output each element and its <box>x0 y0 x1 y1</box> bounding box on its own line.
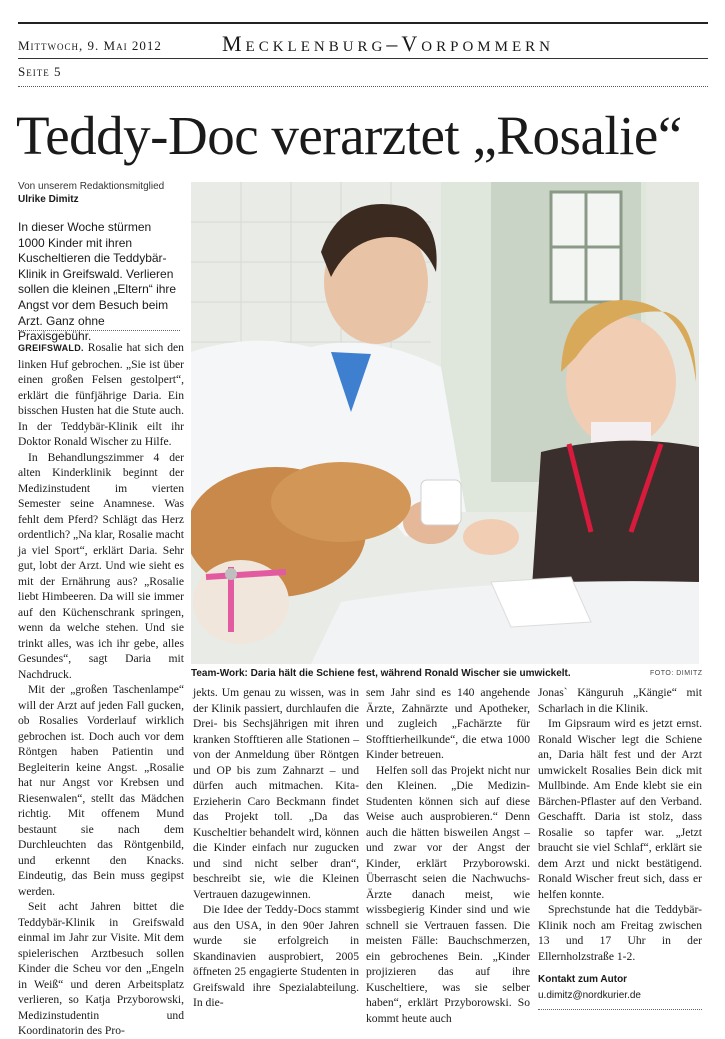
paragraph: In Behandlungszimmer 4 der alten Kinderklinik beginnt der Medizinstudent im vierten Semester seine Anamnese. Was fehlt dem Pferd? Schlägt das Herz ordentlich? „Na klar, Rosalie macht ja viel Sport“, erklärt Daria. Sehr gut, lobt der Arzt. Und wie sieht es mit der Ernährung aus? „Rosalie liebt Himbeeren. Da will sie immer auf den Küchenschrank springen, wenn da welche stehen. Und sie trinkt alles, was ich ihr gebe, alles Gesundes“, sagt Daria mit Nachdruck. <box>18 450 184 681</box>
article-column-4 <box>538 685 702 1010</box>
photo-credit: FOTO: DIMITZ <box>650 670 703 677</box>
lead-paragraph: In dieser Woche stürmen 1000 Kinder mit ihren Kuscheltieren die Teddybär-Klinik in Greifswald. Verlieren sollen die kleinen „Eltern“ ihre Angst vor dem Besuch beim Arzt. Ganz ohne Praxisgebühr. <box>18 220 177 344</box>
section-title: Mecklenburg–Vorpommern <box>222 31 554 56</box>
dateline: GREIFSWALD. <box>18 343 84 353</box>
masthead-rule <box>18 58 708 59</box>
paragraph: Seit acht Jahren bittet die Teddybär-Klinik in Greifswald einmal im Jahr zur Visite. Mit dem spielerischen Arztbesuch sollen Kinder die Scheu vor den „Engeln in Weiß“ und deren Arbeitsplatz verlieren, so Katja Przyborowski, Medizinstudentin und Koordinatorin des Pro- <box>18 900 184 1037</box>
photo-caption: Team-Work: Daria hält die Schiene fest, während Ronald Wischer sie umwickelt. <box>191 668 571 679</box>
paragraph: Die Idee der Teddy-Docs stammt aus den USA, in den 90er Jahren wurde sie erfolgreich in Skandinavien ausprobiert, 2005 öffneten 25 engagierte Studenten in Greifswald ihre Spezialabteilung. In die- <box>193 903 359 1009</box>
paragraph: Sprechstunde hat die Teddybär-Klinik noch am Freitag zwischen 13 und 17 Uhr in der Ellernholzstraße 1-2. <box>538 903 702 963</box>
article-photo <box>191 182 699 664</box>
lead-rule <box>18 330 180 331</box>
paragraph: Helfen soll das Projekt nicht nur den Kleinen. „Die Medizin-Studenten können sich auf diese Weise auch ausprobieren.“ Denn auch die hätten bisweilen Angst – und zwar vor der Angst der Kinder, erklärt Przyborowski. Überrascht seien die Nachwuchs-Ärzte danach meist, wie wissbegierig Kinder sind und wie schnell sie Vertrauen fassen. Die meisten Fälle: Bauchschmerzen, ein gebrochenes Bein. „Kinder projizieren das auf ihre Kuscheltiere, was sie selber haben“, erklärt Przyborowski. So kommt heute auch <box>366 763 530 1025</box>
article-column-2 <box>193 685 359 1011</box>
paragraph: Rosalie hat sich den linken Huf gebrochen. „Sie ist über einen großen Felsen gestolpert“, erklärt die fünfjährige Daria. Ein bisschen Husten hat die Stute auch. In der Teddybär-Klinik eilt ihr Doktor Ronald Wischer zu Hilfe. <box>18 341 184 448</box>
headline: Teddy-Doc verarztet „Rosalie“ <box>16 105 682 166</box>
byline-author: Ulrike Dimitz <box>18 194 79 205</box>
article-column-1 <box>18 340 184 1039</box>
top-rule <box>18 22 708 24</box>
paragraph: jekts. Um genau zu wissen, was in der Klinik passiert, durchlaufen die Drei- bis Sechsjährigen mit ihren kranken Stofftieren alle Stationen – von der Anmeldung über Röntgen und OP bis zum Zahnarzt – und dürfen auch mitmachen. Kita-Erzieherin Caro Beckmann findet das Projekt toll. „Da das Kuscheltier behandelt wird, können die Kinder einfach nur zugucken und sind nicht selber dran“, beschreibt sie, wie die Kleinen Vertrauen dazugewinnen. <box>193 686 359 901</box>
contact-label: Kontakt zum Autor <box>538 974 628 985</box>
photo-illustration <box>191 182 699 664</box>
contact-rule <box>538 1009 702 1010</box>
masthead-dotted-rule <box>18 86 708 87</box>
byline-prefix: Von unserem Redaktionsmitglied <box>18 181 165 192</box>
paragraph: Mit der „großen Taschenlampe“ will der Arzt auf jeden Fall gucken, ob Rosalies Vorderlauf wirklich gebrochen ist. Doch auch vor dem Röntgen haben Patientin und Begleiterin keine Angst. „Rosalie hat nur Angst vor Krebsen und Riesenwalen“, stellt das Mädchen richtig. Mit offenem Mund bestaunt sie nach dem Durchleuchten das Röntgenbild, und erkennt den Knacks. Eindeutig, das Bein muss gegipst werden. <box>18 683 184 898</box>
page-number: Seite 5 <box>18 64 62 79</box>
article-column-3 <box>366 685 530 1026</box>
paragraph: sem Jahr sind es 140 angehende Ärzte, Zahnärzte und Apotheker, und zugleich „Fachärzte für Stofftierheilkunde“, die etwa 1000 Kinder betreuen. <box>366 686 530 761</box>
contact-email-link[interactable]: u.dimitz@nordkurier.de <box>538 989 641 1001</box>
issue-date: Mittwoch, 9. Mai 2012 <box>18 38 162 53</box>
paragraph: Jonas` Känguruh „Kängie“ mit Scharlach in die Klinik. <box>538 686 702 715</box>
paragraph: Im Gipsraum wird es jetzt ernst. Ronald Wischer legt die Schiene an, Daria hält fest und der Arzt umwickelt Rosalies Bein dick mit Mullbinde. Am Ende klebt sie ein Bärchen-Pflaster auf den Verband. Geschafft. Daria ist stolz, dass Rosalie so tapfer war. „Jetzt braucht sie viel Schlaf“, erklärt sie dem Arzt und nickt bestätigend. Ronald Wischer freut sich, dass er helfen konnte. <box>538 717 702 901</box>
